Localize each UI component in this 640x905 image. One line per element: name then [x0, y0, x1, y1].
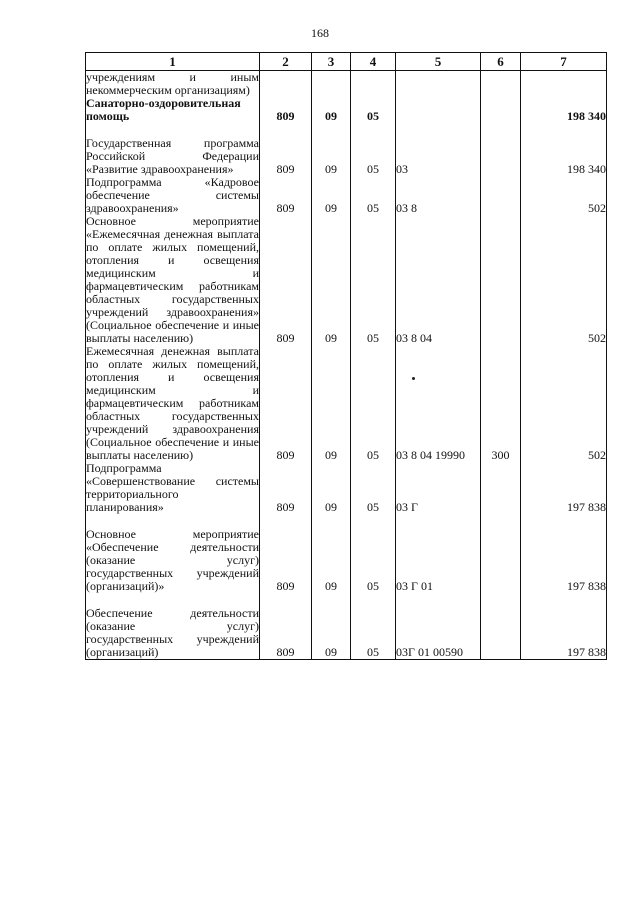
row-col6 [481, 71, 521, 98]
row-col7: 502 [521, 345, 607, 462]
table-row [86, 345, 607, 462]
budget-table [85, 52, 607, 660]
row-col2: 809 [260, 97, 312, 123]
row-col2: 809 [260, 137, 312, 176]
row-col7 [521, 71, 607, 98]
row-col6: 300 [481, 345, 521, 462]
row-col6 [481, 215, 521, 345]
row-name: Государственная программа Российской Федерации «Развитие здравоохранения» [86, 136, 259, 176]
table-row [86, 71, 607, 98]
row-col5 [396, 97, 481, 123]
row-col6 [481, 607, 521, 660]
header-row [86, 53, 607, 71]
row-col5: 03 8 [396, 176, 481, 215]
header-col-3: 3 [312, 53, 351, 71]
row-col4: 05 [351, 462, 396, 514]
row-col6 [481, 137, 521, 176]
page-number: 168 [311, 26, 329, 40]
row-col5 [396, 71, 481, 98]
row-col4: 05 [351, 607, 396, 660]
row-col4: 05 [351, 97, 396, 123]
row-col3: 09 [312, 215, 351, 345]
row-name: Основное мероприятие «Ежемесячная денежная выплата по оплате жилых помещений, отопления и освещения медицинским и фармацевтическим работникам областных государственных учреждений здравоохранения» (Социальное обеспечение и иные выплаты населению) [86, 214, 259, 345]
row-col2: 809 [260, 462, 312, 514]
row-col4: 05 [351, 176, 396, 215]
row-name: Обеспечение деятельности (оказание услуг) государственных учреждений (организаций) [86, 606, 259, 659]
row-col6 [481, 97, 521, 123]
row-col3: 09 [312, 97, 351, 123]
spacer-row [86, 593, 607, 607]
row-name: Подпрограмма «Совершенствование системы территориального планирования» [86, 461, 259, 514]
row-col3: 09 [312, 345, 351, 462]
row-col7: 197 838 [521, 528, 607, 593]
row-col3: 09 [312, 176, 351, 215]
header-col-1: 1 [86, 53, 260, 71]
table-row [86, 528, 607, 593]
row-col7: 198 340 [521, 137, 607, 176]
row-col2: 809 [260, 215, 312, 345]
table-row [86, 97, 607, 123]
row-col5: 03 8 04 19990 [396, 345, 481, 462]
row-col7: 197 838 [521, 607, 607, 660]
row-name: Подпрограмма «Кадровое обеспечение системы здравоохранения» [86, 175, 259, 215]
row-col4: 05 [351, 215, 396, 345]
row-col5: 03 8 04 [396, 215, 481, 345]
row-col2: 809 [260, 528, 312, 593]
row-col5: 03Г 01 00590 [396, 607, 481, 660]
header-col-7: 7 [521, 53, 607, 71]
row-name: Ежемесячная денежная выплата по оплате жилых помещений, отопления и освещения медицинским и фармацевтическим работникам областных государственных учреждений здравоохранения (Социальное обеспечение и иные выплаты населению) [86, 344, 259, 462]
spacer-row [86, 514, 607, 528]
row-col3: 09 [312, 607, 351, 660]
header-col-5: 5 [396, 53, 481, 71]
header-col-2: 2 [260, 53, 312, 71]
row-col6 [481, 176, 521, 215]
row-col3: 09 [312, 462, 351, 514]
table-row [86, 607, 607, 660]
header-col-6: 6 [481, 53, 521, 71]
row-col7: 197 838 [521, 462, 607, 514]
row-col5: 03 Г 01 [396, 528, 481, 593]
row-col4: 05 [351, 345, 396, 462]
row-col3: 09 [312, 137, 351, 176]
row-name: Основное мероприятие «Обеспечение деятельности (оказание услуг) государственных учреждений (организаций)» [86, 527, 259, 593]
row-col3: 09 [312, 528, 351, 593]
spacer-row [86, 123, 607, 137]
row-col2: 809 [260, 607, 312, 660]
row-col4 [351, 71, 396, 98]
row-name: учреждениям и иным некоммерческим организациям) [86, 70, 259, 97]
row-col5: 03 Г [396, 462, 481, 514]
row-col3 [312, 71, 351, 98]
table-row [86, 176, 607, 215]
row-col2: 809 [260, 176, 312, 215]
table-row [86, 137, 607, 176]
row-col4: 05 [351, 528, 396, 593]
row-col4: 05 [351, 137, 396, 176]
row-col6 [481, 462, 521, 514]
scan-dot [412, 377, 415, 380]
row-col2 [260, 71, 312, 98]
row-col7: 502 [521, 176, 607, 215]
table-row [86, 462, 607, 514]
row-col7: 198 340 [521, 97, 607, 123]
row-col2: 809 [260, 345, 312, 462]
row-name: Санаторно-оздоровительная помощь [86, 97, 260, 123]
header-col-4: 4 [351, 53, 396, 71]
row-col5: 03 [396, 137, 481, 176]
row-col6 [481, 528, 521, 593]
table-row [86, 215, 607, 345]
row-col7: 502 [521, 215, 607, 345]
